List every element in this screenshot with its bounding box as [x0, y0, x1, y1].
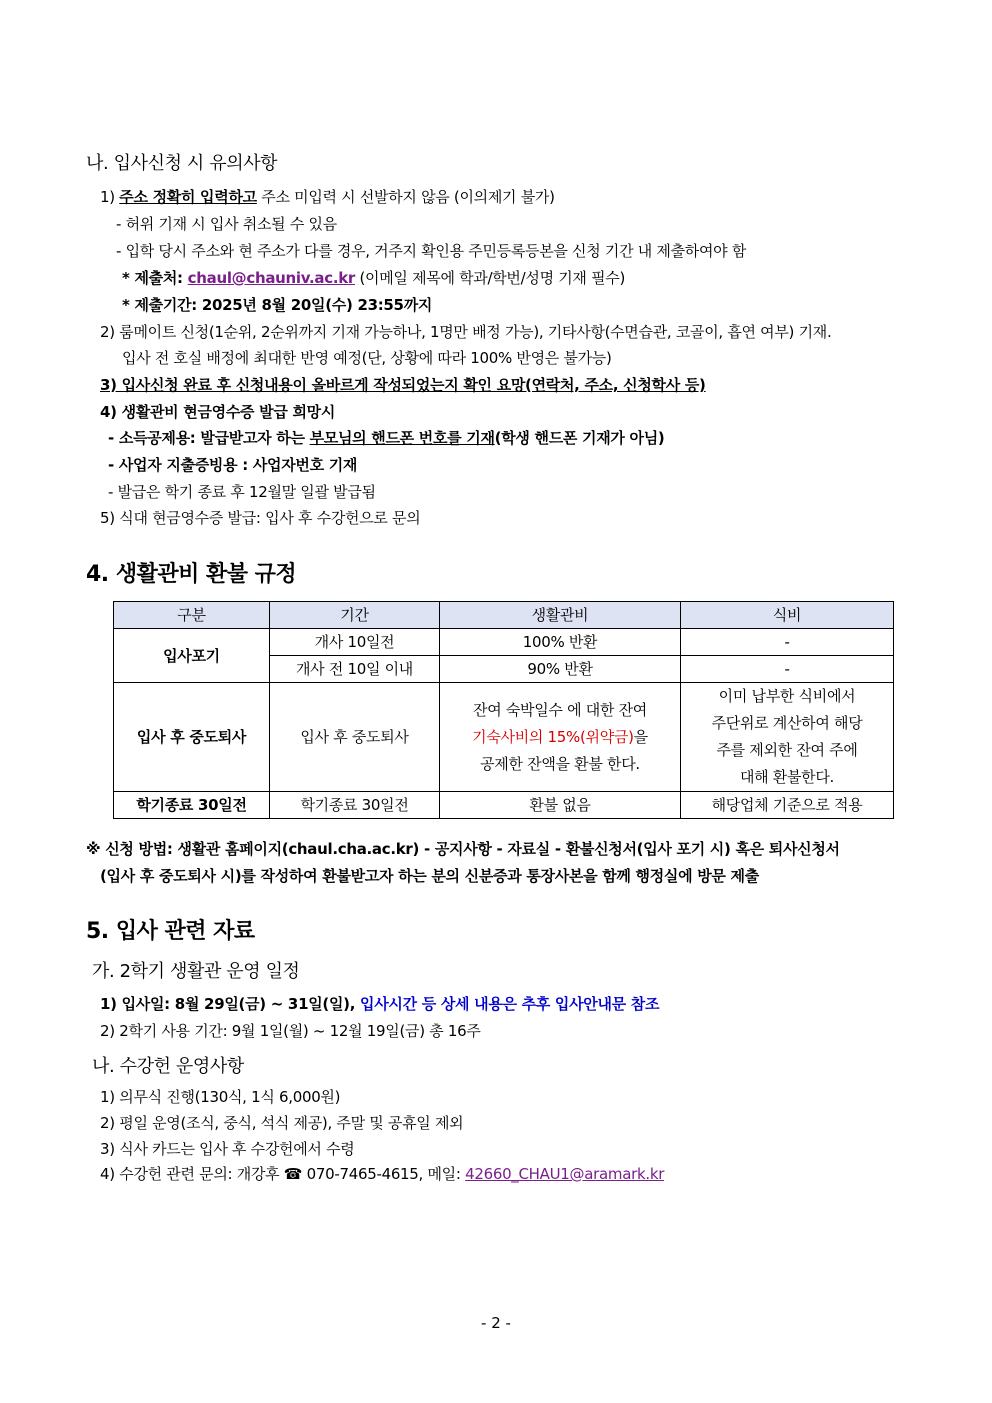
cafeteria-email-link[interactable]: 42660_CHAU1@aramark.kr: [465, 1165, 665, 1183]
item4-sub2: - 사업자 지출증빙용 : 사업자번호 기재: [108, 456, 358, 474]
table-header-row: [114, 602, 894, 629]
ga-item2: 2) 2학기 사용 기간: 9월 1일(월) ~ 12월 19일(금) 총 16주: [100, 1022, 481, 1040]
item1-sub2: - 입학 당시 주소와 현 주소가 다를 경우, 거주지 확인용 주민등록등본을 신청 기간 내 제출하여야 함: [116, 242, 747, 260]
table-cell: 학기종료 30일전: [270, 792, 440, 819]
na-item3: 3) 식사 카드는 입사 후 수강헌에서 수령: [100, 1140, 355, 1158]
refund-note-line1: ※ 신청 방법: 생활관 홈페이지(chaul.cha.ac.kr) - 공지사항 - 자료실 - 환불신청서(입사 포기 시) 혹은 퇴사신청서: [86, 840, 840, 858]
ga-item1-dates: 1) 입사일: 8월 29일(금) ~ 31일(일),: [100, 995, 361, 1013]
item1-number: 1): [100, 188, 115, 206]
section5-heading: 5. 입사 관련 자료: [86, 919, 255, 944]
item4-sub1: [108, 428, 664, 448]
meal-line: 주단위로 계산하여 해당: [711, 714, 863, 732]
meal-line: 이미 납부한 식비에서: [718, 687, 856, 705]
refund-note-line2: (입사 후 중도퇴사 시)를 작성하여 환불받고자 하는 분의 신분증과 통장사본을 함께 행정실에 방문 제출: [100, 867, 759, 885]
na-item2: 2) 평일 운영(조식, 중식, 석식 제공), 주말 및 공휴일 제외: [100, 1114, 464, 1132]
fee-suffix: 을: [633, 727, 648, 746]
row-cancel-label: 입사포기: [114, 629, 270, 683]
na-item4: [100, 1164, 664, 1184]
item2-line1: 2) 룸메이트 신청(1순위, 2순위까지 기재 가능하나, 1명만 배정 가능), 기타사항(수면습관, 코골이, 흡연 여부) 기재.: [100, 323, 832, 341]
item3: 3) 입사신청 완료 후 신청내용이 올바르게 작성되었는지 확인 요망(연락처, 주소, 신청학사 등): [100, 376, 706, 394]
row-mid-fee: [440, 683, 681, 792]
submit-to-label: * 제출처:: [122, 269, 188, 287]
item1-emphasis: 주소 정확히 입력하고: [119, 188, 257, 206]
fee-line: [444, 724, 676, 751]
section5-na-heading: 나. 수강헌 운영사항: [92, 1056, 244, 1077]
table-row: [114, 629, 894, 656]
submit-period: * 제출기간: 2025년 8월 20일(수) 23:55까지: [122, 296, 433, 314]
fee-line: 공제한 잔액을 환불 한다.: [480, 754, 640, 773]
section5-ga-heading: 가. 2학기 생활관 운영 일정: [92, 961, 300, 982]
item4-sub3: - 발급은 학기 종료 후 12월말 일괄 발급됨: [108, 483, 376, 501]
ga-item1-note: 입사시간 등 상세 내용은 추후 입사안내문 참조: [360, 995, 660, 1013]
row-mid-label: 입사 후 중도퇴사: [114, 683, 270, 792]
refund-table: [113, 601, 894, 819]
ga-item1: [100, 994, 659, 1014]
table-cell: 입사 후 중도퇴사: [270, 683, 440, 792]
table-cell: 해당업체 기준으로 적용: [681, 792, 894, 819]
penalty-text: 기숙사비의 15%(위약금): [472, 727, 634, 746]
item4-sub1-c: (학생 핸드폰 기재가 아님): [494, 429, 665, 447]
meal-line: 대해 환불한다.: [739, 768, 835, 786]
item5: 5) 식대 현금영수증 발급: 입사 후 수강헌으로 문의: [100, 509, 421, 527]
item4-sub1-b: 부모님의 핸드폰 번호를 기재: [309, 429, 495, 447]
table-cell: 환불 없음: [440, 792, 681, 819]
section4-heading: 4. 생활관비 환불 규정: [86, 562, 297, 587]
table-cell: 개사 10일전: [270, 629, 440, 656]
submit-email-link[interactable]: chaul@chauniv.ac.kr: [187, 269, 356, 287]
item4-sub1-a: - 소득공제용: 발급받고자 하는: [108, 429, 310, 447]
table-row: [114, 683, 894, 792]
section-na-heading: 나. 입사신청 시 유의사항: [86, 153, 278, 174]
header-cell: 기간: [270, 602, 440, 629]
na-item1: 1) 의무식 진행(130식, 1식 6,000원): [100, 1088, 341, 1106]
header-cell: 생활관비: [440, 602, 681, 629]
table-cell: 90% 반환: [440, 656, 681, 683]
item1-rest: 주소 미입력 시 선발하지 않음 (이의제기 불가): [256, 188, 555, 206]
meal-line: 주를 제외한 잔여 주에: [716, 741, 858, 759]
row-end-label: 학기종료 30일전: [114, 792, 270, 819]
fee-line: 잔여 숙박일수 에 대한 잔여: [473, 700, 647, 719]
header-cell: 구분: [114, 602, 270, 629]
header-cell: 식비: [681, 602, 894, 629]
table-cell: 개사 전 10일 이내: [270, 656, 440, 683]
item2-line2: 입사 전 호실 배정에 최대한 반영 예정(단, 상황에 따라 100% 반영은 불가능): [122, 349, 612, 367]
submit-to: [122, 268, 625, 288]
item1-sub1: - 허위 기재 시 입사 취소될 수 있음: [116, 215, 337, 233]
item1: [100, 187, 555, 207]
row-mid-meal: [681, 683, 894, 792]
table-cell: -: [681, 629, 894, 656]
page-number: - 2 -: [481, 1314, 511, 1332]
submit-to-note: (이메일 제목에 학과/학번/성명 기재 필수): [355, 269, 626, 287]
item4: 4) 생활관비 현금영수증 발급 희망시: [100, 403, 336, 421]
table-row: [114, 792, 894, 819]
na-item4-text: 4) 수강헌 관련 문의: 개강후 ☎ 070-7465-4615, 메일:: [100, 1165, 466, 1183]
table-cell: -: [681, 656, 894, 683]
table-cell: 100% 반환: [440, 629, 681, 656]
